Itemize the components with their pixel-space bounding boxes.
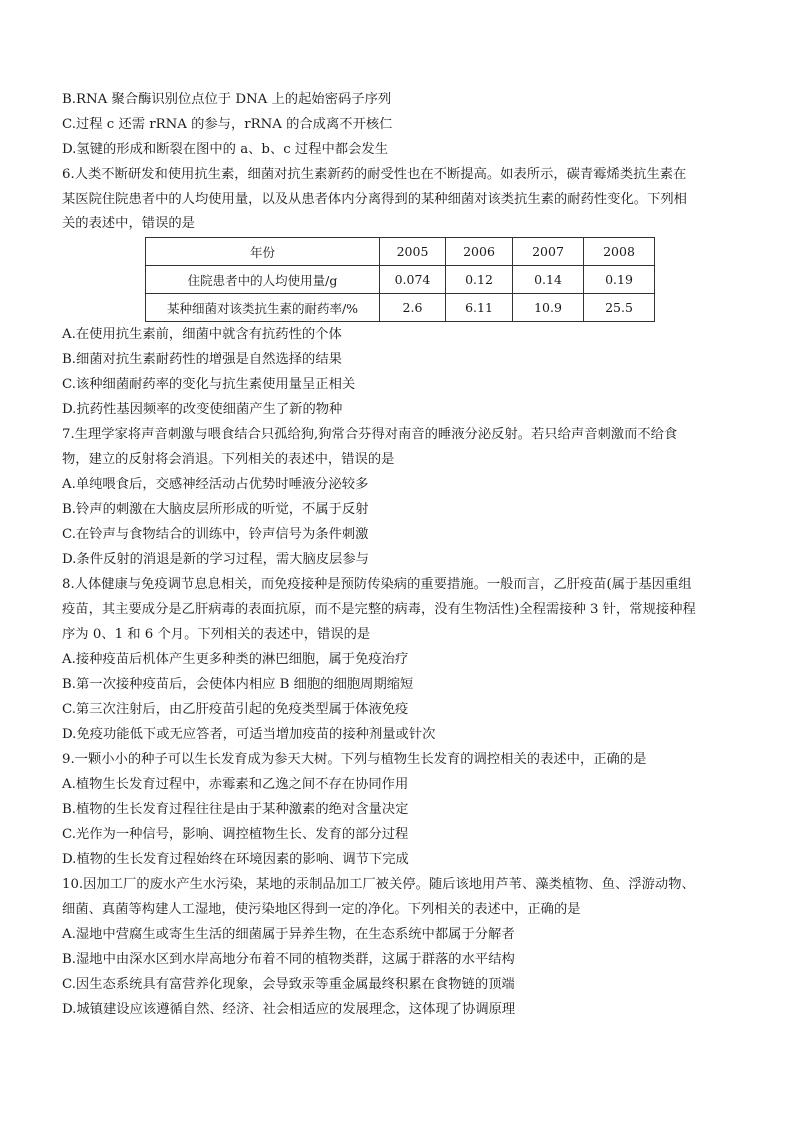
question-6-line-2: 某医院住院患者中的人均使用量，以及从患者体内分离得到的某种细菌对该类抗生素的耐药性变化。下列相 [62,192,687,207]
option-9c: C.光作为一种信号，影响、调控植物生长、发育的部分过程 [62,827,409,842]
question-10-line-2: 细菌、真菌等构建人工湿地，使污染地区得到一定的净化。下列相关的表述中，正确的是 [62,902,581,917]
question-8-line-2: 疫苗，其主要成分是乙肝病毒的表面抗原，而不是完整的病毒，没有生物活性)全程需接种 3 针，常规接种程 [62,602,696,617]
table-cell: 25.5 [584,294,655,322]
table-header-cell: 年份 [146,238,380,266]
table-cell: 2.6 [380,294,446,322]
question-9-line-1: 9.一颗小小的种子可以生长发育成为参天大树。下列与植物生长发育的调控相关的表述中，正确的是 [62,752,647,767]
question-8-line-1: 8.人体健康与免疫调节息息相关，而免疫接种是预防传染病的重要措施。一般而言，乙肝疫苗(属于基因重组 [62,577,692,592]
table-cell: 0.12 [446,266,513,294]
table-cell: 住院患者中的人均使用量/g [146,266,380,294]
option-10b: B.湿地中由深水区到水岸高地分布着不同的植物类群，这属于群落的水平结构 [62,952,515,967]
table-row [146,294,655,322]
question-6-line-1: 6.人类不断研发和使用抗生素，细菌对抗生素新药的耐受性也在不断提高。如表所示，碳青霉烯类抗生素在 [62,167,687,182]
question-7-line-1: 7.生理学家将声音刺激与喂食结合只孤给狗,狗常合芬得对南音的睡液分泌反射。若只给声音刺激而不给食 [62,427,678,442]
option-10d: D.城镇建设应该遵循自然、经济、社会相适应的发展理念，这体现了协调原理 [62,1002,516,1017]
option-5b: B.RNA 聚合酶识别位点位于 DNA 上的起始密码子序列 [62,92,392,107]
option-9b: B.植物的生长发育过程往往是由于某种激素的绝对含量决定 [62,802,409,817]
option-9d: D.植物的生长发育过程始终在环境因素的影响、调节下完成 [62,852,409,867]
question-7-line-2: 物，建立的反射将会消退。下列相关的表述中，错误的是 [62,452,395,467]
option-7b: B.铃声的刺激在大脑皮层所形成的听觉，不属于反射 [62,502,369,517]
table-cell: 0.14 [513,266,584,294]
option-7a: A.单纯喂食后，交感神经活动占优势时唾液分泌较多 [62,477,369,492]
table-header-cell: 2006 [446,238,513,266]
table-header-row [146,238,655,266]
option-10a: A.湿地中营腐生或寄生生活的细菌属于异养生物，在生态系统中都属于分解者 [62,927,515,942]
table-header-cell: 2005 [380,238,446,266]
option-6c: C.该种细菌耐药率的变化与抗生素使用量呈正相关 [62,377,356,392]
table-cell: 0.19 [584,266,655,294]
option-8a: A.接种疫苗后机体产生更多种类的淋巴细胞，属于免疫治疗 [62,652,409,667]
option-9a: A.植物生长发育过程中，赤霉素和乙逸之间不存在协同作用 [62,777,409,792]
table-cell: 6.11 [446,294,513,322]
table-cell: 0.074 [380,266,446,294]
question-10-line-1: 10.因加工厂的废水产生水污染，某地的汞制品加工厂被关停。随后该地用芦苇、藻类植物、鱼、浮游动物、 [62,877,695,892]
table-row [146,266,655,294]
option-8c: C.第三次注射后，由乙肝疫苗引起的免疫类型属于体液免疫 [62,702,409,717]
option-6b: B.细菌对抗生素耐药性的增强是自然选择的结果 [62,352,342,367]
question-6-line-3: 关的表述中，错误的是 [62,216,195,231]
option-7c: C.在铃声与食物结合的训练中，铃声信号为条件刺激 [62,527,369,542]
table-cell: 10.9 [513,294,584,322]
option-5d: D.氢键的形成和断裂在图中的 a、b、c 过程中都会发生 [62,142,388,157]
option-10c: C.因生态系统具有富营养化现象，会导致汞等重金属最终积累在食物链的顶端 [62,977,515,992]
table-cell: 某种细菌对该类抗生素的耐药率/% [146,294,380,322]
question-8-line-3: 序为 0、1 和 6 个月。下列相关的表述中，错误的是 [62,627,371,642]
option-8b: B.第一次接种疫苗后，会使体内相应 B 细胞的细胞周期缩短 [62,677,414,692]
data-table [145,237,655,322]
option-7d: D.条件反射的消退是新的学习过程，需大脑皮层参与 [62,552,369,567]
table-header-cell: 2007 [513,238,584,266]
option-8d: D.免疫功能低下或无应答者，可适当增加疫苗的接种剂量或针次 [62,727,436,742]
option-6d: D.抗药性基因频率的改变使细菌产生了新的物种 [62,402,343,417]
table-header-cell: 2008 [584,238,655,266]
option-5c: C.过程 c 还需 rRNA 的参与，rRNA 的合成离不开核仁 [62,117,393,132]
option-6a: A.在使用抗生素前，细菌中就含有抗药性的个体 [62,327,342,342]
